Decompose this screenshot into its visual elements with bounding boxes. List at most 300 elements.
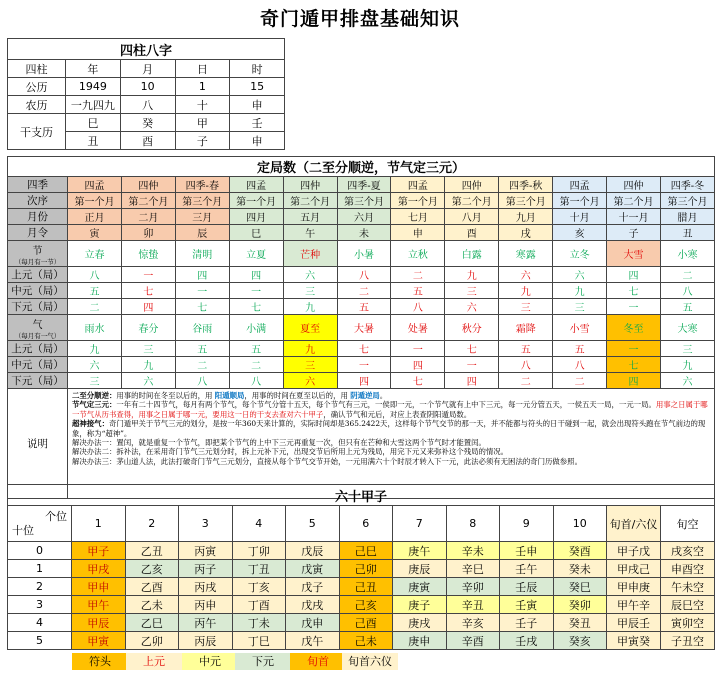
cell: 四孟 <box>553 177 607 193</box>
cell: 八 <box>337 267 391 283</box>
cell: 一 <box>607 299 661 315</box>
jiazi-cell: 己亥 <box>339 596 393 614</box>
jiazi-cell: 壬子 <box>500 614 554 632</box>
cell: 十月 <box>553 209 607 225</box>
qi-sublabel: （每月有一气） <box>14 331 61 340</box>
cell: 六 <box>121 373 175 389</box>
row-label: 下元（局） <box>8 373 68 389</box>
page-title: 奇门遁甲排盘基础知识 <box>259 8 460 30</box>
jiazi-cell: 庚戌 <box>393 614 447 632</box>
xunshou-cell: 甲寅癸 <box>607 632 661 650</box>
jiazi-cell: 乙巳 <box>125 614 179 632</box>
cell: 二 <box>499 373 553 389</box>
jiazi-cell: 丁卯 <box>232 542 286 560</box>
bazi-heading: 四柱八字 <box>8 39 285 60</box>
jiazi-cell: 辛丑 <box>446 596 500 614</box>
cell: 1949 <box>66 78 121 96</box>
cell: 四月 <box>229 209 283 225</box>
legend-item: 中元 <box>182 653 238 670</box>
jiazi-cell: 壬申 <box>500 542 554 560</box>
jiazi-cell: 癸丑 <box>553 614 607 632</box>
cell: 四孟 <box>229 177 283 193</box>
dingju-heading: 定局数（二至分顺逆，节气定三元） <box>8 157 715 177</box>
cell: 第一个月 <box>553 193 607 209</box>
cell: 五 <box>660 299 714 315</box>
jiazi-cell: 戊辰 <box>286 542 340 560</box>
cell: 四 <box>121 299 175 315</box>
cell: 三 <box>445 283 499 299</box>
note-line: 节气定三元：一年有二十四节气，每月有两个节气，每个节气分管十五天，每个节气有三元，一侯即一元，一个节气就有上中下三元，每一元分管五天，一侯五天一局，一元一局。用事之日属于哪一节气从历书查得，用事之日属于哪一元，要用这一日的干支去查对六十甲子，确认节气和元后，对应上表查阴阳遁局数。 <box>72 400 708 419</box>
corner-top: 个位 <box>45 509 67 523</box>
corner-bottom: 十位 <box>12 523 34 537</box>
cell: 三 <box>660 341 714 357</box>
xunkong-cell: 辰巳空 <box>661 596 715 614</box>
cell: 申 <box>230 96 285 114</box>
tens-cell: 0 <box>8 542 72 560</box>
cell: 小雪 <box>553 315 607 341</box>
cell: 第一个月 <box>391 193 445 209</box>
col-header: 4 <box>232 506 286 542</box>
qi-shang-row <box>8 341 715 357</box>
cell: 夏至 <box>283 315 337 341</box>
cell: 八 <box>175 373 229 389</box>
jiazi-cell: 辛卯 <box>446 578 500 596</box>
jiazi-cell: 戊寅 <box>286 560 340 578</box>
cell: 四仲 <box>283 177 337 193</box>
bazi-head-row <box>8 60 285 78</box>
jiazi-row <box>8 596 715 614</box>
cell: 一 <box>337 357 391 373</box>
jiazi-cell: 丁亥 <box>232 578 286 596</box>
legend-item: 旬首 <box>290 653 346 670</box>
xunkong-cell: 午未空 <box>661 578 715 596</box>
cell: 子 <box>175 132 230 150</box>
jiazi-cell: 癸巳 <box>553 578 607 596</box>
col-header: 3 <box>179 506 233 542</box>
xunkong-cell: 寅卯空 <box>661 614 715 632</box>
cell: 立夏 <box>229 241 283 267</box>
cell: 大寒 <box>660 315 714 341</box>
cell: 八 <box>229 373 283 389</box>
col-header: 8 <box>446 506 500 542</box>
xunkong-cell: 子丑空 <box>661 632 715 650</box>
cell: 二 <box>553 373 607 389</box>
jiazi-cell: 癸亥 <box>553 632 607 650</box>
jiazi-cell: 辛酉 <box>446 632 500 650</box>
bazi-gongli-row <box>8 78 285 96</box>
jiazi-cell: 甲寅 <box>72 632 126 650</box>
jiazi-cell: 甲午 <box>72 596 126 614</box>
cell: 腊月 <box>660 209 714 225</box>
cell: 六月 <box>337 209 391 225</box>
jie-shang-row <box>8 267 715 283</box>
cell: 第二个月 <box>121 193 175 209</box>
cell: 一 <box>607 341 661 357</box>
cell: 亥 <box>553 225 607 241</box>
cell: 四季-春 <box>175 177 229 193</box>
cell: 六 <box>283 373 337 389</box>
cell: 九 <box>499 283 553 299</box>
cell: 二 <box>337 283 391 299</box>
jiazi-cell: 甲辰 <box>72 614 126 632</box>
cell: 丑 <box>66 132 121 150</box>
cell: 七 <box>445 341 499 357</box>
bazi-nongli-row <box>8 96 285 114</box>
jiazi-cell: 庚寅 <box>393 578 447 596</box>
xunkong-cell: 戌亥空 <box>661 542 715 560</box>
cell: 四 <box>229 267 283 283</box>
jiazi-cell: 乙酉 <box>125 578 179 596</box>
jiazi-row <box>8 542 715 560</box>
cell: 二 <box>660 267 714 283</box>
jiazi-cell: 甲申 <box>72 578 126 596</box>
cell: 三 <box>499 299 553 315</box>
row-label: 月份 <box>8 209 68 225</box>
cell: 九 <box>121 357 175 373</box>
col-header: 7 <box>393 506 447 542</box>
cell: 四仲 <box>445 177 499 193</box>
cell: 六 <box>445 299 499 315</box>
jiazi-cell: 辛亥 <box>446 614 500 632</box>
cell: 丑 <box>660 225 714 241</box>
cell: 干支历 <box>8 114 66 150</box>
cell: 壬 <box>230 114 285 132</box>
xunshou-cell: 甲申庚 <box>607 578 661 596</box>
jiazi-cell: 丙辰 <box>179 632 233 650</box>
cell: 六 <box>660 373 714 389</box>
col-header: 6 <box>339 506 393 542</box>
cell: 四孟 <box>391 177 445 193</box>
xunshou-cell: 甲戌己 <box>607 560 661 578</box>
note-text <box>68 389 715 499</box>
cell: 清明 <box>175 241 229 267</box>
qi-row <box>8 315 715 341</box>
cell: 芒种 <box>283 241 337 267</box>
jiazi-cell: 丁巳 <box>232 632 286 650</box>
cell: 寅 <box>68 225 122 241</box>
jiazi-cell: 己卯 <box>339 560 393 578</box>
cell: 惊蛰 <box>121 241 175 267</box>
cell: 四季-秋 <box>499 177 553 193</box>
cell: 大雪 <box>607 241 661 267</box>
cell: 二 <box>229 357 283 373</box>
col-header: 9 <box>500 506 554 542</box>
xunshou-cell: 甲子戊 <box>607 542 661 560</box>
cell: 小暑 <box>337 241 391 267</box>
row-label: 月令 <box>8 225 68 241</box>
cell: 一九四九 <box>66 96 121 114</box>
cell: 四孟 <box>68 177 122 193</box>
cell: 第三个月 <box>499 193 553 209</box>
row-label: 上元（局） <box>8 341 68 357</box>
row-label: 四季 <box>8 177 68 193</box>
jiazi-cell: 戊申 <box>286 614 340 632</box>
jiazi-cell: 戊戌 <box>286 596 340 614</box>
jiazi-cell: 壬辰 <box>500 578 554 596</box>
cell: 第二个月 <box>607 193 661 209</box>
cell: 一 <box>445 357 499 373</box>
cell: 九 <box>283 299 337 315</box>
cell: 第三个月 <box>175 193 229 209</box>
cell: 未 <box>337 225 391 241</box>
jiazi-cell: 庚子 <box>393 596 447 614</box>
cell: 二 <box>391 267 445 283</box>
cell: 午 <box>283 225 337 241</box>
cell: 六 <box>553 267 607 283</box>
jiazi-cell: 戊子 <box>286 578 340 596</box>
cell: 寒露 <box>499 241 553 267</box>
cell: 九 <box>660 357 714 373</box>
row-label: 中元（局） <box>8 283 68 299</box>
row-label: 上元（局） <box>8 267 68 283</box>
cell: 九 <box>283 341 337 357</box>
cell: 巳 <box>229 225 283 241</box>
jiazi-cell: 庚辰 <box>393 560 447 578</box>
tens-cell: 4 <box>8 614 72 632</box>
jiazi-cell: 乙丑 <box>125 542 179 560</box>
cell: 六 <box>68 357 122 373</box>
jiazi-cell: 乙卯 <box>125 632 179 650</box>
cell: 九 <box>68 341 122 357</box>
xunshou-cell: 甲辰壬 <box>607 614 661 632</box>
cell: 巳 <box>66 114 121 132</box>
cell: 四 <box>445 373 499 389</box>
cell: 立秋 <box>391 241 445 267</box>
cell: 冬至 <box>607 315 661 341</box>
cell: 第三个月 <box>337 193 391 209</box>
jiazi-cell: 乙亥 <box>125 560 179 578</box>
cell: 月 <box>120 60 175 78</box>
col-header: 旬空 <box>661 506 715 542</box>
cell: 处暑 <box>391 315 445 341</box>
col-header: 10 <box>553 506 607 542</box>
cell: 公历 <box>8 78 66 96</box>
xunshou-cell: 甲午辛 <box>607 596 661 614</box>
cell: 第一个月 <box>229 193 283 209</box>
cell: 卯 <box>121 225 175 241</box>
jiazi-cell: 丙午 <box>179 614 233 632</box>
cell: 辰 <box>175 225 229 241</box>
yueling-row <box>8 225 715 241</box>
cixu-row <box>8 193 715 209</box>
note-line: 超神接气：奇门遁甲关于节气三元的划分，是按一年360天来计算的，实际时间却是365.2422天，这样每个节气交节的那一天，并不能都与符头的日干碰到一起，就会出现符头跑在节气前边的现象，称为“超神”。 <box>72 419 706 438</box>
cell: 四仲 <box>607 177 661 193</box>
cell: 九月 <box>499 209 553 225</box>
qi-zhong-row <box>8 357 715 373</box>
cell: 五 <box>68 283 122 299</box>
cell: 立春 <box>68 241 122 267</box>
cell: 五 <box>391 283 445 299</box>
cell: 四 <box>175 267 229 283</box>
note-line: 解决办法三：茅山道人法，此法打破奇门节气三元划分，直接从每个节气交节开始，一元用满六十个时辰才转入下一元，此法必须有无困法的奇门历做参照。 <box>72 456 582 466</box>
cell: 申 <box>391 225 445 241</box>
cell: 三 <box>283 357 337 373</box>
cell: 五 <box>229 341 283 357</box>
cell: 七 <box>121 283 175 299</box>
cell: 日 <box>175 60 230 78</box>
cell: 秋分 <box>445 315 499 341</box>
cell: 酉 <box>445 225 499 241</box>
dingju-table <box>7 156 715 499</box>
cell: 九 <box>445 267 499 283</box>
cell: 四仲 <box>121 177 175 193</box>
cell: 五 <box>499 341 553 357</box>
cell: 四 <box>607 267 661 283</box>
jiazi-cell: 丙子 <box>179 560 233 578</box>
cell: 春分 <box>121 315 175 341</box>
row-label <box>8 241 68 267</box>
row-label: 次序 <box>8 193 68 209</box>
cell: 五月 <box>283 209 337 225</box>
jie-sublabel: （每月有一节） <box>14 257 61 266</box>
cell: 二 <box>175 357 229 373</box>
cell: 三 <box>283 283 337 299</box>
col-header: 2 <box>125 506 179 542</box>
row-label: 中元（局） <box>8 357 68 373</box>
cell: 五 <box>175 341 229 357</box>
note-row <box>8 389 715 499</box>
tens-cell: 3 <box>8 596 72 614</box>
cell: 立冬 <box>553 241 607 267</box>
cell: 白露 <box>445 241 499 267</box>
cell: 酉 <box>120 132 175 150</box>
cell: 时 <box>230 60 285 78</box>
jiazi-cell: 甲戌 <box>72 560 126 578</box>
cell: 七 <box>337 341 391 357</box>
jiazi-heading: 六十甲子 <box>8 485 715 506</box>
bazi-table <box>7 38 285 150</box>
cell: 二 <box>68 299 122 315</box>
jiazi-row <box>8 614 715 632</box>
cell: 大暑 <box>337 315 391 341</box>
siji-row <box>8 177 715 193</box>
cell: 一 <box>391 341 445 357</box>
cell: 八 <box>499 357 553 373</box>
cell: 一 <box>121 267 175 283</box>
cell: 六 <box>283 267 337 283</box>
cell: 七 <box>229 299 283 315</box>
cell: 十 <box>175 96 230 114</box>
cell: 癸 <box>120 114 175 132</box>
note-line: 解决办法二：拆补法，在采用奇门节气三元划分时，拆上元补下元，出现交节后所用上元为残局，用完下元又来弥补这个残局的情况。 <box>72 447 509 457</box>
cell: 四季-冬 <box>660 177 714 193</box>
legend-item: 上元 <box>126 653 182 670</box>
row-label: 下元（局） <box>8 299 68 315</box>
cell: 十一月 <box>607 209 661 225</box>
cell: 三 <box>121 341 175 357</box>
cell: 霜降 <box>499 315 553 341</box>
jiazi-head-row <box>8 506 715 542</box>
legend-item: 符头 <box>72 653 128 670</box>
cell: 15 <box>230 78 285 96</box>
cell: 申 <box>230 132 285 150</box>
cell: 八 <box>68 267 122 283</box>
cell: 三 <box>553 299 607 315</box>
cell: 七 <box>607 283 661 299</box>
jiazi-table <box>7 484 715 650</box>
jiazi-cell: 丙戌 <box>179 578 233 596</box>
jiazi-cell: 己未 <box>339 632 393 650</box>
col-header: 旬首/六仪 <box>607 506 661 542</box>
cell: 五 <box>553 341 607 357</box>
cell: 八 <box>553 357 607 373</box>
jiazi-cell: 壬寅 <box>500 596 554 614</box>
jiazi-cell: 甲子 <box>72 542 126 560</box>
jie-xia-row <box>8 299 715 315</box>
tens-cell: 5 <box>8 632 72 650</box>
jiazi-cell: 丁未 <box>232 614 286 632</box>
cell: 六 <box>499 267 553 283</box>
jiazi-cell: 戊午 <box>286 632 340 650</box>
cell: 四季-夏 <box>337 177 391 193</box>
col-header: 5 <box>286 506 340 542</box>
jiazi-cell: 乙未 <box>125 596 179 614</box>
tens-cell: 1 <box>8 560 72 578</box>
note-line: 二至分顺逆：用事的时间在冬至以后的，用 阳遁顺局，用事的时间在夏至以后的，用 阴遁逆局。 <box>72 391 388 400</box>
row-label <box>8 315 68 341</box>
cell: 八 <box>120 96 175 114</box>
jiazi-cell: 辛巳 <box>446 560 500 578</box>
legend-item: 旬首六仪 <box>342 653 398 670</box>
bazi-ganzhi-row <box>8 114 285 132</box>
cell: 一 <box>175 283 229 299</box>
cell: 一 <box>229 283 283 299</box>
cell: 小满 <box>229 315 283 341</box>
jiazi-cell: 辛未 <box>446 542 500 560</box>
cell: 九 <box>553 283 607 299</box>
cell: 雨水 <box>68 315 122 341</box>
cell: 谷雨 <box>175 315 229 341</box>
tens-cell: 2 <box>8 578 72 596</box>
cell: 四 <box>391 357 445 373</box>
cell: 甲 <box>175 114 230 132</box>
note-line: 解决办法一：置闰，就是重复一个节气，即把某个节气的上中下三元再重复一次，但只有在芒种和大雪这两个节气时才能置闰。 <box>72 438 486 448</box>
cell: 第二个月 <box>445 193 499 209</box>
xunkong-cell: 申酉空 <box>661 560 715 578</box>
jiazi-cell: 壬午 <box>500 560 554 578</box>
cell: 四 <box>337 373 391 389</box>
note-label: 说明 <box>8 389 68 499</box>
cell: 七 <box>175 299 229 315</box>
qi-label: 气 <box>32 319 43 331</box>
jiazi-cell: 己丑 <box>339 578 393 596</box>
cell: 正月 <box>68 209 122 225</box>
cell: 年 <box>66 60 121 78</box>
jiazi-cell: 癸卯 <box>553 596 607 614</box>
cell: 三 <box>68 373 122 389</box>
corner-cell <box>8 506 72 542</box>
cell: 四柱 <box>8 60 66 78</box>
jiazi-cell: 丙寅 <box>179 542 233 560</box>
jiazi-cell: 癸未 <box>553 560 607 578</box>
jie-row <box>8 241 715 267</box>
cell: 第三个月 <box>660 193 714 209</box>
cell: 八月 <box>445 209 499 225</box>
yuefen-row <box>8 209 715 225</box>
cell: 1 <box>175 78 230 96</box>
jiazi-row <box>8 632 715 650</box>
jiazi-cell: 丁丑 <box>232 560 286 578</box>
cell: 第二个月 <box>283 193 337 209</box>
jiazi-cell: 庚申 <box>393 632 447 650</box>
jie-label: 节 <box>32 245 43 257</box>
jiazi-row <box>8 560 715 578</box>
qi-xia-row <box>8 373 715 389</box>
jiazi-cell: 己酉 <box>339 614 393 632</box>
cell: 戌 <box>499 225 553 241</box>
cell: 七 <box>391 373 445 389</box>
cell: 二月 <box>121 209 175 225</box>
